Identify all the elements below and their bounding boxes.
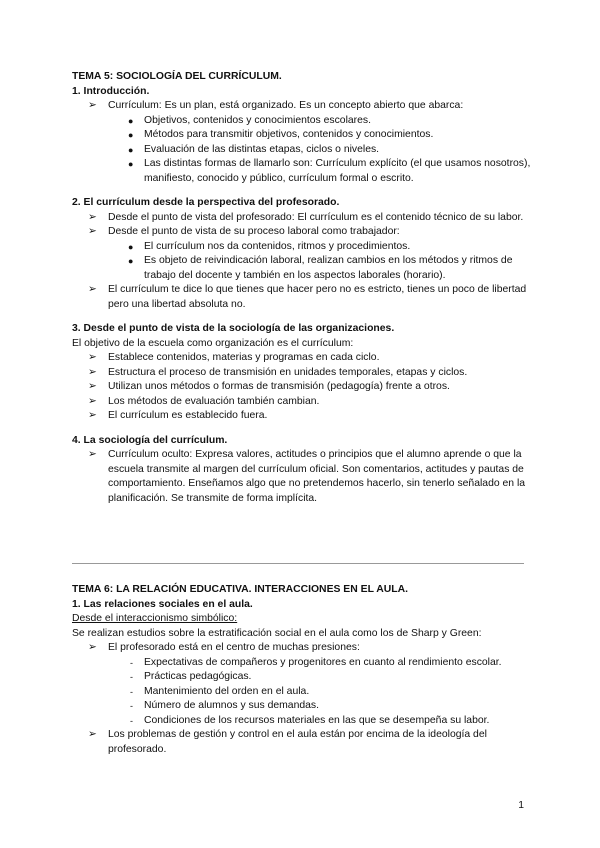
t6-s1-subheading: Desde el interaccionismo simbólico: [72,613,238,624]
arrow-bullet-icon: ➢ [88,352,97,363]
list-item: ● Evaluación de las distintas etapas, ciclos o niveles. [72,143,532,158]
document-page [72,70,532,506]
list-item: ● Métodos para transmitir objetivos, contenidos y conocimientos. [72,128,532,143]
dash-bullet-icon: - [130,672,133,682]
list-item: ● Objetivos, contenidos y conocimientos escolares. [72,114,532,129]
section-divider [72,563,524,564]
document-page-tema6 [72,583,532,757]
list-item: ● Las distintas formas de llamarlo son: Currículum explícito (el que usamos nosotros), manifiesto, conocido y público, currículum formal o escrito. [128,158,531,184]
dash-bullet-icon: - [130,715,133,726]
list-item: ➢ Establece contenidos, materias y programas en cada ciclo. [72,351,532,366]
dot-bullet-icon: ● [128,241,134,252]
list-item: ● Es objeto de reivindicación laboral, realizan cambios en los métodos y ritmos de trabajo del docente y también en los aspectos laborales (horario). [128,255,513,281]
list-item: ➢ Currículum: Es un plan, está organizado. Es un concepto abierto que abarca: [72,99,532,114]
t5-s2-heading: 2. El currículum desde la perspectiva del profesorado. [72,197,340,208]
list-item: ➢ Desde el punto de vista de su proceso laboral como trabajador: [72,225,532,240]
arrow-bullet-icon: ➢ [88,211,97,223]
t5-s4-heading: 4. La sociología del currículum. [72,434,228,446]
page-number: 1 [518,800,524,811]
list-item: - Condiciones de los recursos materiales en las que se desempeña su labor. [72,714,532,729]
t6-s1-heading: 1. Las relaciones sociales en el aula. [72,598,253,610]
list-item: ➢ Utilizan unos métodos o formas de transmisión (pedagogía) frente a otros. [72,380,532,395]
arrow-bullet-icon: ➢ [88,226,97,237]
list-item: ➢ El currículum te dice lo que tienes que hacer pero no es estricto, tienes un poco de libertad pero una libertad absoluta no. [88,284,527,310]
tema6-title: TEMA 6: LA RELACIÓN EDUCATIVA. INTERACCIONES EN EL AULA. [72,584,408,595]
arrow-bullet-icon: ➢ [88,642,97,653]
list-item: - Expectativas de compañeros y progenitores en cuanto al rendimiento escolar. [72,656,532,671]
arrow-bullet-icon: ➢ [88,729,97,740]
tema5-title: TEMA 5: SOCIOLOGÍA DEL CURRÍCULUM. [72,71,282,82]
arrow-bullet-icon: ➢ [88,284,97,295]
dash-bullet-icon: - [130,657,133,668]
list-item: ➢ Los métodos de evaluación también cambian. [72,395,532,410]
arrow-bullet-icon: ➢ [88,100,97,111]
dash-bullet-icon: - [130,686,133,697]
dot-bullet-icon: ● [128,115,134,126]
t5-s1-heading: 1. Introducción. [72,85,150,97]
list-item: - Número de alumnos y sus demandas. [72,699,532,714]
list-item: - Mantenimiento del orden en el aula. [72,685,532,700]
dot-bullet-icon: ● [128,159,134,169]
dot-bullet-icon: ● [128,256,134,266]
t5-s3-heading: 3. Desde el punto de vista de la sociología de las organizaciones. [72,323,395,334]
arrow-bullet-icon: ➢ [88,395,97,407]
list-item: ➢ Estructura el proceso de transmisión en unidades temporales, etapas y ciclos. [72,366,532,381]
t6-s1-intro: Se realizan estudios sobre la estratificación social en el aula como los de Sharp y Green: [72,627,482,639]
list-item: ➢ Currículum oculto: Expresa valores, actitudes o principios que el alumno aprende o que la escuela transmite al margen del currículum oficial. Son comentarios, actitudes y pautas de comportamiento. Enseñamos algo que no pretendemos hacerlo, sin tenerlo señalado en la planificación. Se transmite de forma implícita. [88,449,526,504]
arrow-bullet-icon: ➢ [88,449,97,460]
arrow-bullet-icon: ➢ [88,410,97,421]
list-item: ● El currículum nos da contenidos, ritmos y procedimientos. [72,240,532,255]
t5-s3-intro: El objetivo de la escuela como organización es el currículum: [72,337,354,349]
dash-bullet-icon: - [130,701,133,711]
list-item: ➢ Desde el punto de vista del profesorado: El currículum es el contenido técnico de su labor. [72,211,532,226]
list-item: ➢ Los problemas de gestión y control en el aula están por encima de la ideología del profesorado. [88,729,487,755]
list-item: ➢ El currículum es establecido fuera. [72,409,532,424]
dot-bullet-icon: ● [128,130,134,140]
arrow-bullet-icon: ➢ [88,381,97,392]
arrow-bullet-icon: ➢ [88,366,97,378]
list-item: - Prácticas pedagógicas. [72,670,532,685]
list-item: ➢ El profesorado está en el centro de muchas presiones: [72,641,532,656]
dot-bullet-icon: ● [128,144,134,155]
